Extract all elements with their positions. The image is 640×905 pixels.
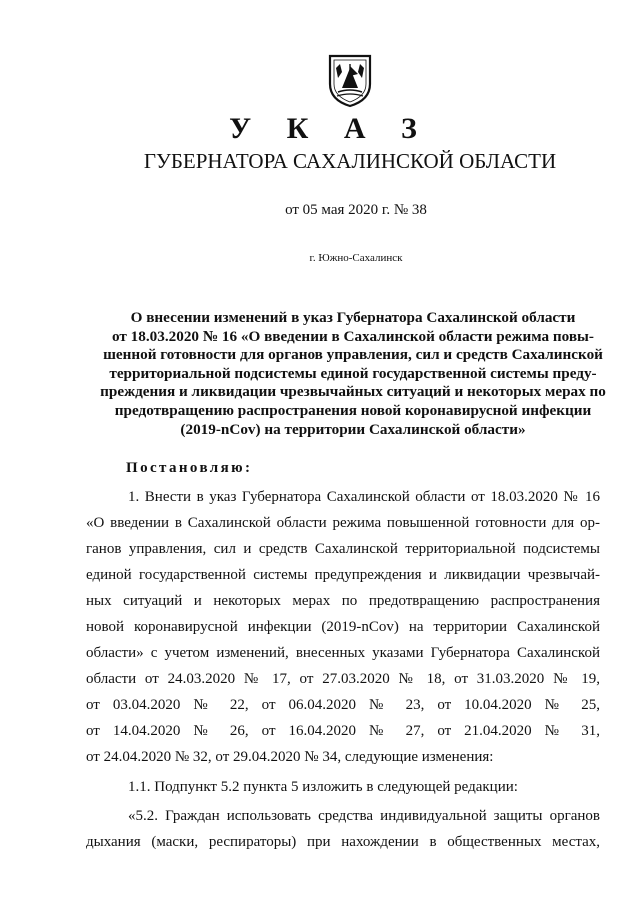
paragraph-line: области» с учетом изменений, внесенных указами Губернатора Сахалинской bbox=[86, 645, 600, 661]
document-type-heading: У К А З bbox=[229, 112, 431, 145]
paragraph-2 bbox=[86, 774, 600, 800]
title-line: О внесении изменений в указ Губернатора Сахалинской области bbox=[130, 309, 576, 326]
title-line: территориальной подсистемы единой государственной системы преду- bbox=[109, 364, 597, 382]
paragraph-line: от 14.04.2020 № 26, от 16.04.2020 № 27, от 21.04.2020 № 31, bbox=[86, 723, 600, 739]
issue-city: г. Южно-Сахалинск bbox=[309, 252, 403, 264]
title-line: преждения и ликвидации чрезвычайных ситуаций и некоторых мерах по bbox=[100, 383, 606, 401]
paragraph-line: новой коронавирусной инфекции (2019-nCov) на территории Сахалинской bbox=[86, 619, 600, 635]
paragraph-line: ных ситуаций и некоторых мерах по предотвращению распространения bbox=[86, 593, 600, 609]
title-line: от 18.03.2020 № 16 «О введении в Сахалинской области режима повы- bbox=[112, 327, 594, 345]
paragraph-line: от 03.04.2020 № 22, от 06.04.2020 № 23, от 10.04.2020 № 25, bbox=[86, 697, 600, 713]
title-line: (2019-nCov) на территории Сахалинской области» bbox=[180, 420, 526, 438]
paragraph-3 bbox=[86, 803, 600, 855]
paragraph-line: ганов управления, сил и средств Сахалинской территориальной подсистемы bbox=[86, 541, 600, 557]
sakhalin-coat-of-arms-icon bbox=[328, 54, 372, 108]
paragraph-line: 1.1. Подпункт 5.2 пункта 5 изложить в следующей редакции: bbox=[128, 779, 518, 795]
paragraph-line: дыхания (маски, респираторы) при нахождении в общественных местах, bbox=[86, 834, 600, 850]
paragraph-line: 1. Внести в указ Губернатора Сахалинской области от 18.03.2020 № 16 bbox=[128, 489, 600, 505]
title-line: предотвращению распространения новой коронавирусной инфекции bbox=[114, 401, 592, 419]
paragraph-line: единой государственной системы предупреждения и ликвидации чрезвычай- bbox=[86, 567, 600, 583]
paragraph-line: от 24.04.2020 № 32, от 29.04.2020 № 34, следующие изменения: bbox=[86, 749, 494, 765]
document-date-number: от 05 мая 2020 г. № 38 bbox=[285, 202, 427, 218]
paragraph-line: «5.2. Граждан использовать средства индивидуальной защиты органов bbox=[128, 808, 600, 824]
resolve-label: Постановляю: bbox=[126, 460, 253, 476]
issuer-heading: ГУБЕРНАТОРА САХАЛИНСКОЙ ОБЛАСТИ bbox=[143, 149, 557, 173]
document-title bbox=[88, 309, 618, 439]
paragraph-1 bbox=[86, 484, 600, 770]
paragraph-line: области от 24.03.2020 № 17, от 27.03.2020 № 18, от 31.03.2020 № 19, bbox=[86, 671, 600, 687]
paragraph-line: «О введении в Сахалинской области режима повышенной готовности для ор- bbox=[86, 515, 600, 531]
coat-of-arms-graphic bbox=[328, 54, 372, 108]
title-line: шенной готовности для органов управления, сил и средств Сахалинской bbox=[103, 346, 603, 364]
